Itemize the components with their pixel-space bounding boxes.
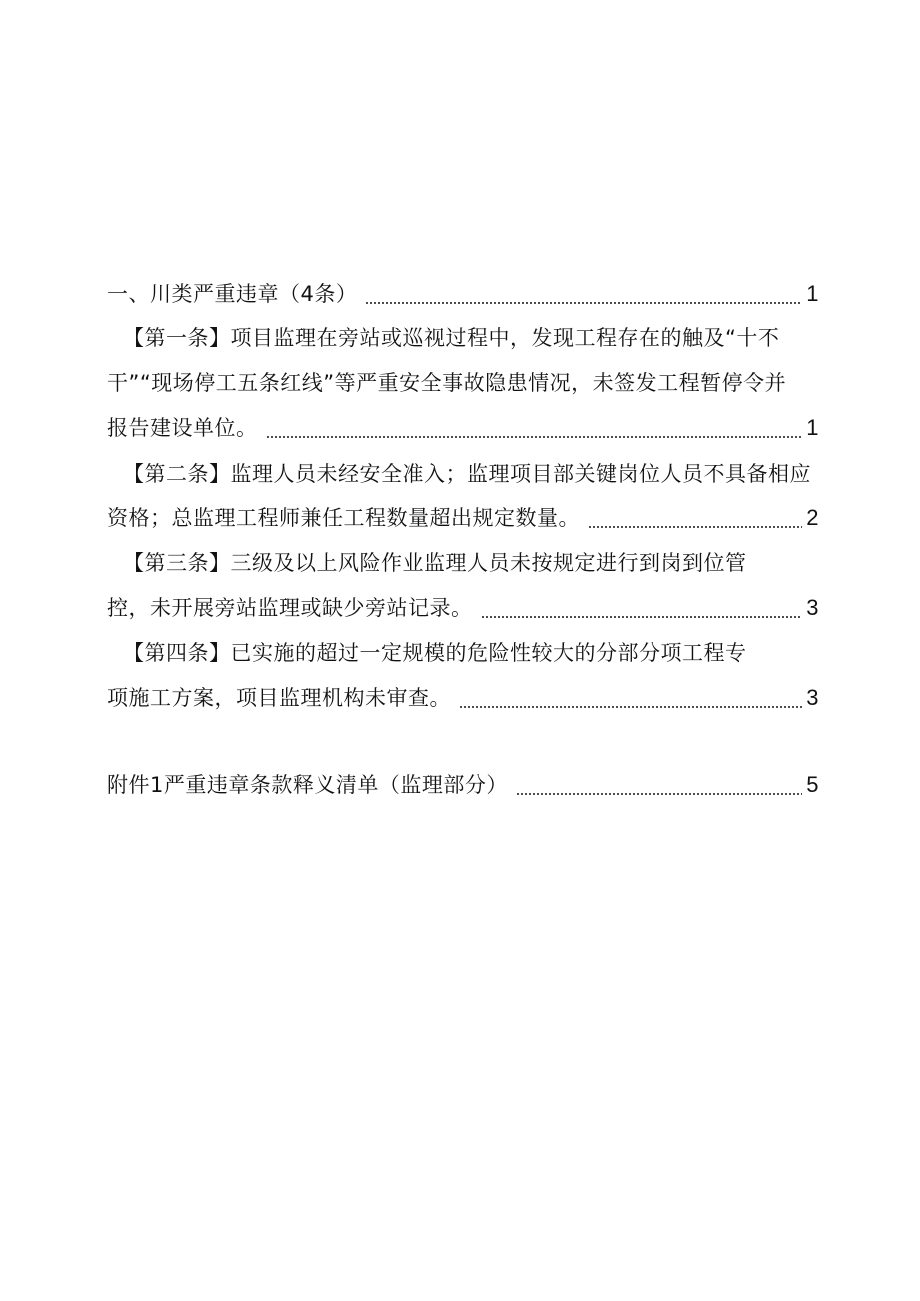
toc-article-3-line-1[interactable]: 【第三条】三级及以上风险作业监理人员未按规定进行到岗到位管 (123, 551, 747, 575)
toc-page-number: 3 (806, 595, 819, 620)
toc-page-number: 2 (806, 505, 819, 530)
toc-page-number: 3 (806, 685, 819, 710)
dot-leader (588, 503, 802, 533)
toc-article-4-last-line: 项施工方案，项目监理机构未审查。 (107, 686, 451, 710)
toc-page-number: 1 (806, 281, 819, 306)
dot-leader (516, 770, 802, 800)
toc-article-1-last-line: 报告建设单位。 (107, 416, 258, 440)
dot-leader (459, 683, 802, 713)
toc-entry-article-1[interactable] (107, 413, 819, 443)
toc-article-2-last-line: 资格；总监理工程师兼任工程数量超出规定数量。 (107, 506, 580, 530)
toc-article-1-line-2[interactable]: 干”“现场停工五条红线”等严重安全事故隐患情况，未签发工程暂停令并 (107, 371, 787, 395)
toc-article-2-line-1[interactable]: 【第二条】监理人员未经安全准入；监理项目部关键岗位人员不具备相应 (123, 462, 811, 486)
toc-section-title: 一、川类严重违章（4条） (107, 282, 358, 306)
toc-article-4-line-1[interactable]: 【第四条】已实施的超过一定规模的危险性较大的分部分项工程专 (123, 641, 747, 665)
toc-entry-appendix[interactable] (107, 770, 819, 800)
toc-entry-section[interactable] (107, 279, 819, 309)
dot-leader (266, 413, 803, 443)
toc-appendix-title: 附件1严重违章条款释义清单（监理部分） (107, 773, 508, 797)
toc-page-number: 5 (806, 772, 819, 797)
toc-article-3-last-line: 控，未开展旁站监理或缺少旁站记录。 (107, 596, 473, 620)
toc-entry-article-4[interactable] (107, 683, 819, 713)
toc-article-1-line-1[interactable]: 【第一条】项目监理在旁站或巡视过程中，发现工程存在的触及“十不 (123, 326, 780, 350)
toc-entry-article-3[interactable] (107, 593, 819, 623)
toc-entry-article-2[interactable] (107, 503, 819, 533)
dot-leader (365, 279, 802, 309)
dot-leader (481, 593, 803, 623)
toc-page-number: 1 (806, 415, 819, 440)
